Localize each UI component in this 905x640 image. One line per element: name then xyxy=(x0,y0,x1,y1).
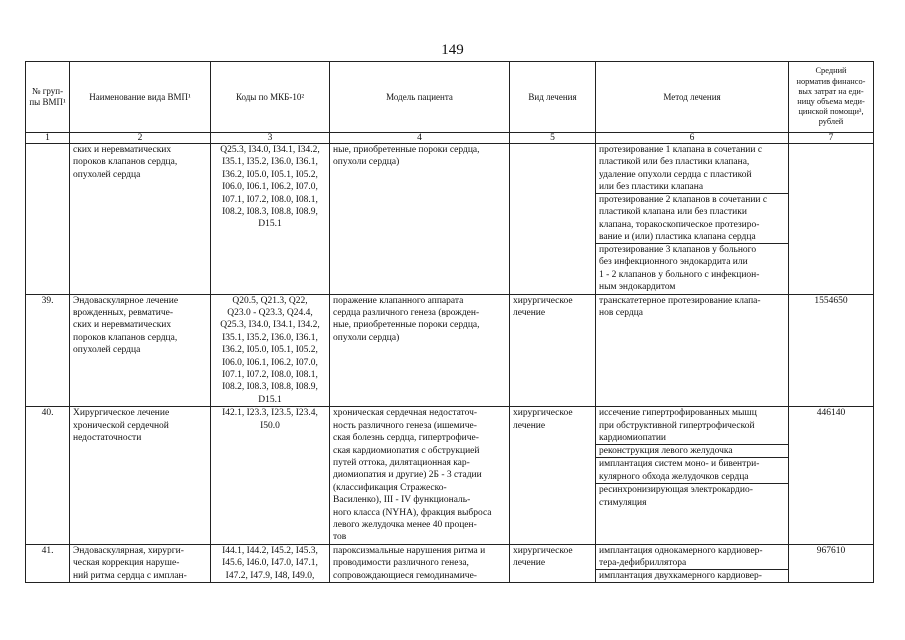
table-row xyxy=(26,407,874,544)
average-cost-cell: 1554650 xyxy=(789,294,874,407)
column-number: 3 xyxy=(211,133,330,144)
vmp-name-cell: ских и неревматических пороков клапанов сердца, опухолей сердца xyxy=(70,144,211,295)
treatment-methods-cell xyxy=(596,294,789,407)
header-icd-codes: Коды по МКБ-10² xyxy=(211,62,330,133)
header-treatment-type: Вид лечения xyxy=(510,62,596,133)
vmp-name-cell: Хирургическое лечение хронической сердечной недостаточности xyxy=(70,407,211,544)
table-row xyxy=(26,544,874,582)
patient-model-cell: хроническая сердечная недостаточ- ность различного генеза (ишемиче- ская болезнь сердца, гипертрофиче- ская кардиомиопатия с обструкцией путей оттока, дилятационная кар- диомиопатия и другие) 2Б - 3 стадии (классификация Стражеско- Василенко), III - IV функциональ- ного класса (NYHA), фракция выброса левого желудочка менее 40 процен- тов xyxy=(330,407,510,544)
treatment-method-item: имплантация двухкамерного кардиовер- xyxy=(599,570,762,581)
treatment-method-item: имплантация систем моно- и бивентри- кулярного обхода желудочков сердца xyxy=(596,458,788,484)
group-number-cell: 41. xyxy=(26,544,70,582)
treatment-method-item: ресинхронизирующая электрокардио- стимуляция xyxy=(599,485,753,508)
treatment-method-item: протезирование 1 клапана в сочетании с пластикой или без пластики клапана, удаление опухоли сердца с пластикой или без пластики клапана xyxy=(596,144,788,194)
treatment-method-item: транскатетерное протезирование клапа- нов сердца xyxy=(599,295,761,319)
average-cost-cell: 446140 xyxy=(789,407,874,544)
vmp-name-cell: Эндоваскулярное лечение врожденных, ревматиче- ских и неревматических пороков клапанов сердца, опухолей сердца xyxy=(70,294,211,407)
icd-codes-cell: I44.1, I44.2, I45.2, I45.3, I45.6, I46.0, I47.0, I47.1, I47.2, I47.9, I48, I49.0, xyxy=(211,544,330,582)
icd-codes-cell: Q25.3, I34.0, I34.1, I34.2, I35.1, I35.2, I36.0, I36.1, I36.2, I05.0, I05.1, I05.2, I06.0, I06.1, I06.2, I07.0, I07.1, I07.2, I08.0, I08.1, I08.2, I08.3, I08.8, I08.9, D15.1 xyxy=(211,144,330,295)
treatment-type-cell xyxy=(510,144,596,295)
header-vmp-name: Наименование вида ВМП¹ xyxy=(70,62,211,133)
column-number: 4 xyxy=(330,133,510,144)
treatment-methods-cell xyxy=(596,407,789,544)
treatment-methods-cell xyxy=(596,544,789,582)
average-cost-cell: 967610 xyxy=(789,544,874,582)
icd-codes-cell: I42.1, I23.3, I23.5, I23.4, I50.0 xyxy=(211,407,330,544)
patient-model-cell: поражение клапанного аппарата сердца различного генеза (врожден- ные, приобретенные пороки сердца, опухоли сердца) xyxy=(330,294,510,407)
treatment-method-item: реконструкция левого желудочка xyxy=(596,445,788,458)
treatment-type-cell: хирургическое лечение xyxy=(510,294,596,407)
treatment-type-cell: хирургическое лечение xyxy=(510,544,596,582)
column-number: 5 xyxy=(510,133,596,144)
group-number-cell xyxy=(26,144,70,295)
icd-codes-cell: Q20.5, Q21.3, Q22, Q23.0 - Q23.3, Q24.4, Q25.3, I34.0, I34.1, I34.2, I35.1, I35.2, I36.0, I36.1, I36.2, I05.0, I05.1, I05.2, I06.0, I06.1, I06.2, I07.0, I07.1, I07.2, I08.0, I08.1, I08.2, I08.3, I08.8, I08.9, D15.1 xyxy=(211,294,330,407)
column-number: 7 xyxy=(789,133,874,144)
table-row xyxy=(26,144,874,295)
column-number-row xyxy=(26,133,874,144)
treatment-method-item: иссечение гипертрофированных мышц при обструктивной гипертрофической кардиомиопатии xyxy=(596,407,788,445)
column-number: 6 xyxy=(596,133,789,144)
vmp-name-cell: Эндоваскулярная, хирурги- ческая коррекция наруше- ний ритма сердца с имплан- xyxy=(70,544,211,582)
table-row xyxy=(26,294,874,407)
group-number-cell: 39. xyxy=(26,294,70,407)
header-row xyxy=(26,62,874,133)
header-group-number: № груп- пы ВМП¹ xyxy=(26,62,70,133)
treatment-method-item: имплантация однокамерного кардиовер- тера-дефибриллятора xyxy=(596,545,788,570)
treatment-type-cell: хирургическое лечение xyxy=(510,407,596,544)
header-treatment-method: Метод лечения xyxy=(596,62,789,133)
patient-model-cell: ные, приобретенные пороки сердца, опухоли сердца) xyxy=(330,144,510,295)
patient-model-cell: пароксизмальные нарушения ритма и проводимости различного генеза, сопровождающиеся гемодинамиче- xyxy=(330,544,510,582)
vmp-table xyxy=(25,61,874,583)
page-number: 149 xyxy=(441,42,464,58)
treatment-methods-cell xyxy=(596,144,789,295)
group-number-cell: 40. xyxy=(26,407,70,544)
average-cost-cell xyxy=(789,144,874,295)
column-number: 1 xyxy=(26,133,70,144)
header-patient-model: Модель пациента xyxy=(330,62,510,133)
treatment-method-item: протезирование 2 клапанов в сочетании с пластикой клапана или без пластики клапана, торакоскопическое протезиро- вание и (или) пластика клапана сердца xyxy=(596,194,788,244)
treatment-method-item: протезирование 3 клапанов у больного без инфекционного эндокардита или 1 - 2 клапанов у больного с инфекцион- ным эндокардитом xyxy=(599,245,760,293)
column-number: 2 xyxy=(70,133,211,144)
header-average-cost: Средний норматив финансо- вых затрат на еди- ницу объема меди- цинской помощи³, рублей xyxy=(789,62,874,133)
